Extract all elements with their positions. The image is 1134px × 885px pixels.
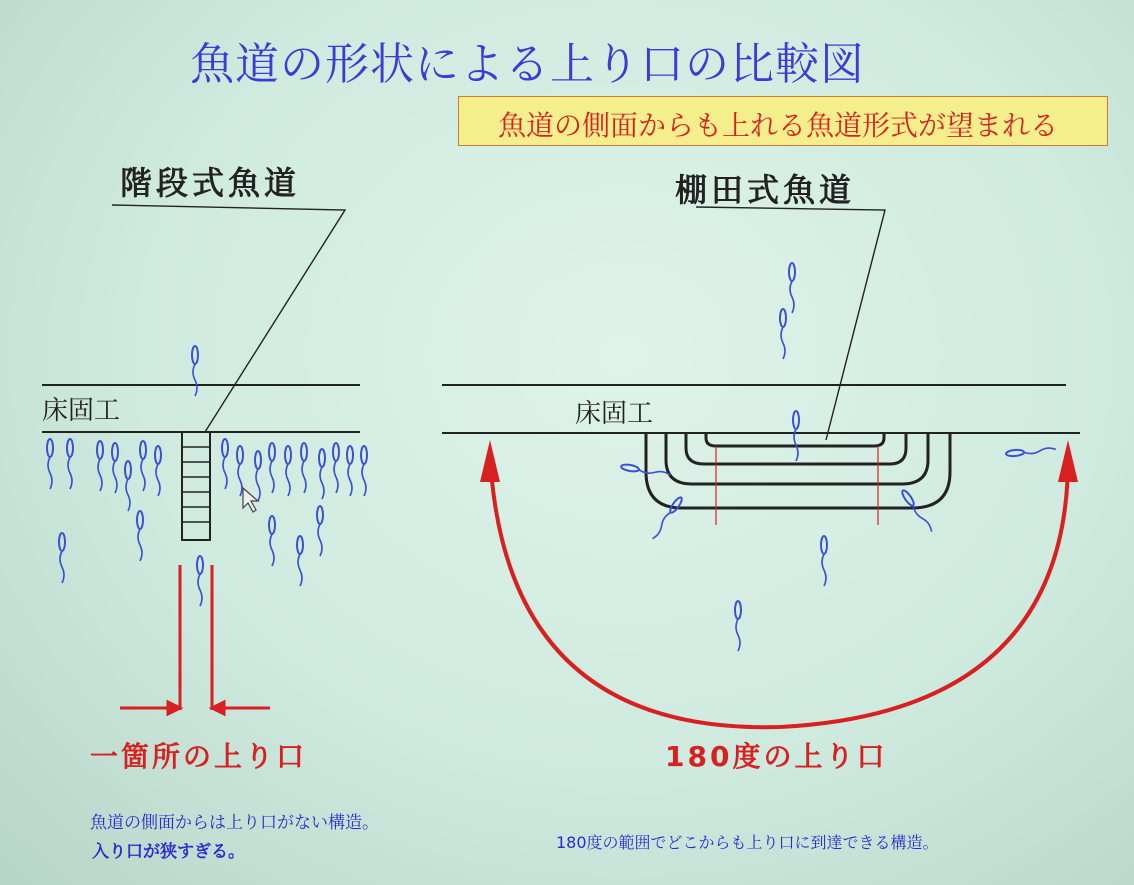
fish-icon xyxy=(621,263,1056,651)
left-diagram xyxy=(42,205,367,714)
left-note-line2: 入り口が狭すぎる。 xyxy=(92,842,245,862)
single-entry-label: 一箇所の上り口 xyxy=(90,740,308,773)
right-note: 180度の範囲でどこからも上り口に到達できる構造。 xyxy=(556,833,939,852)
right-leader-line xyxy=(696,207,885,440)
left-sill-label: 床固工 xyxy=(42,396,121,426)
180-degree-entry-label: 180度の上り口 xyxy=(665,740,888,773)
slide-title: 魚道の形状による上り口の比較図 xyxy=(190,39,865,90)
stepped-fishway-label: 階段式魚道 xyxy=(120,164,301,202)
right-diagram xyxy=(442,207,1080,727)
right-sill-label: 床固工 xyxy=(575,399,654,429)
left-note-line1: 魚道の側面からは上り口がない構造。 xyxy=(90,813,379,833)
banner-text: 魚道の側面からも上れる魚道形式が望まれる xyxy=(498,109,1059,142)
stair-ladder xyxy=(182,432,210,540)
left-entry-marker xyxy=(120,565,270,714)
left-leader-line xyxy=(112,205,345,432)
terraced-fishway-label: 棚田式魚道 xyxy=(675,171,856,209)
cursor-arrow-icon xyxy=(243,488,258,512)
